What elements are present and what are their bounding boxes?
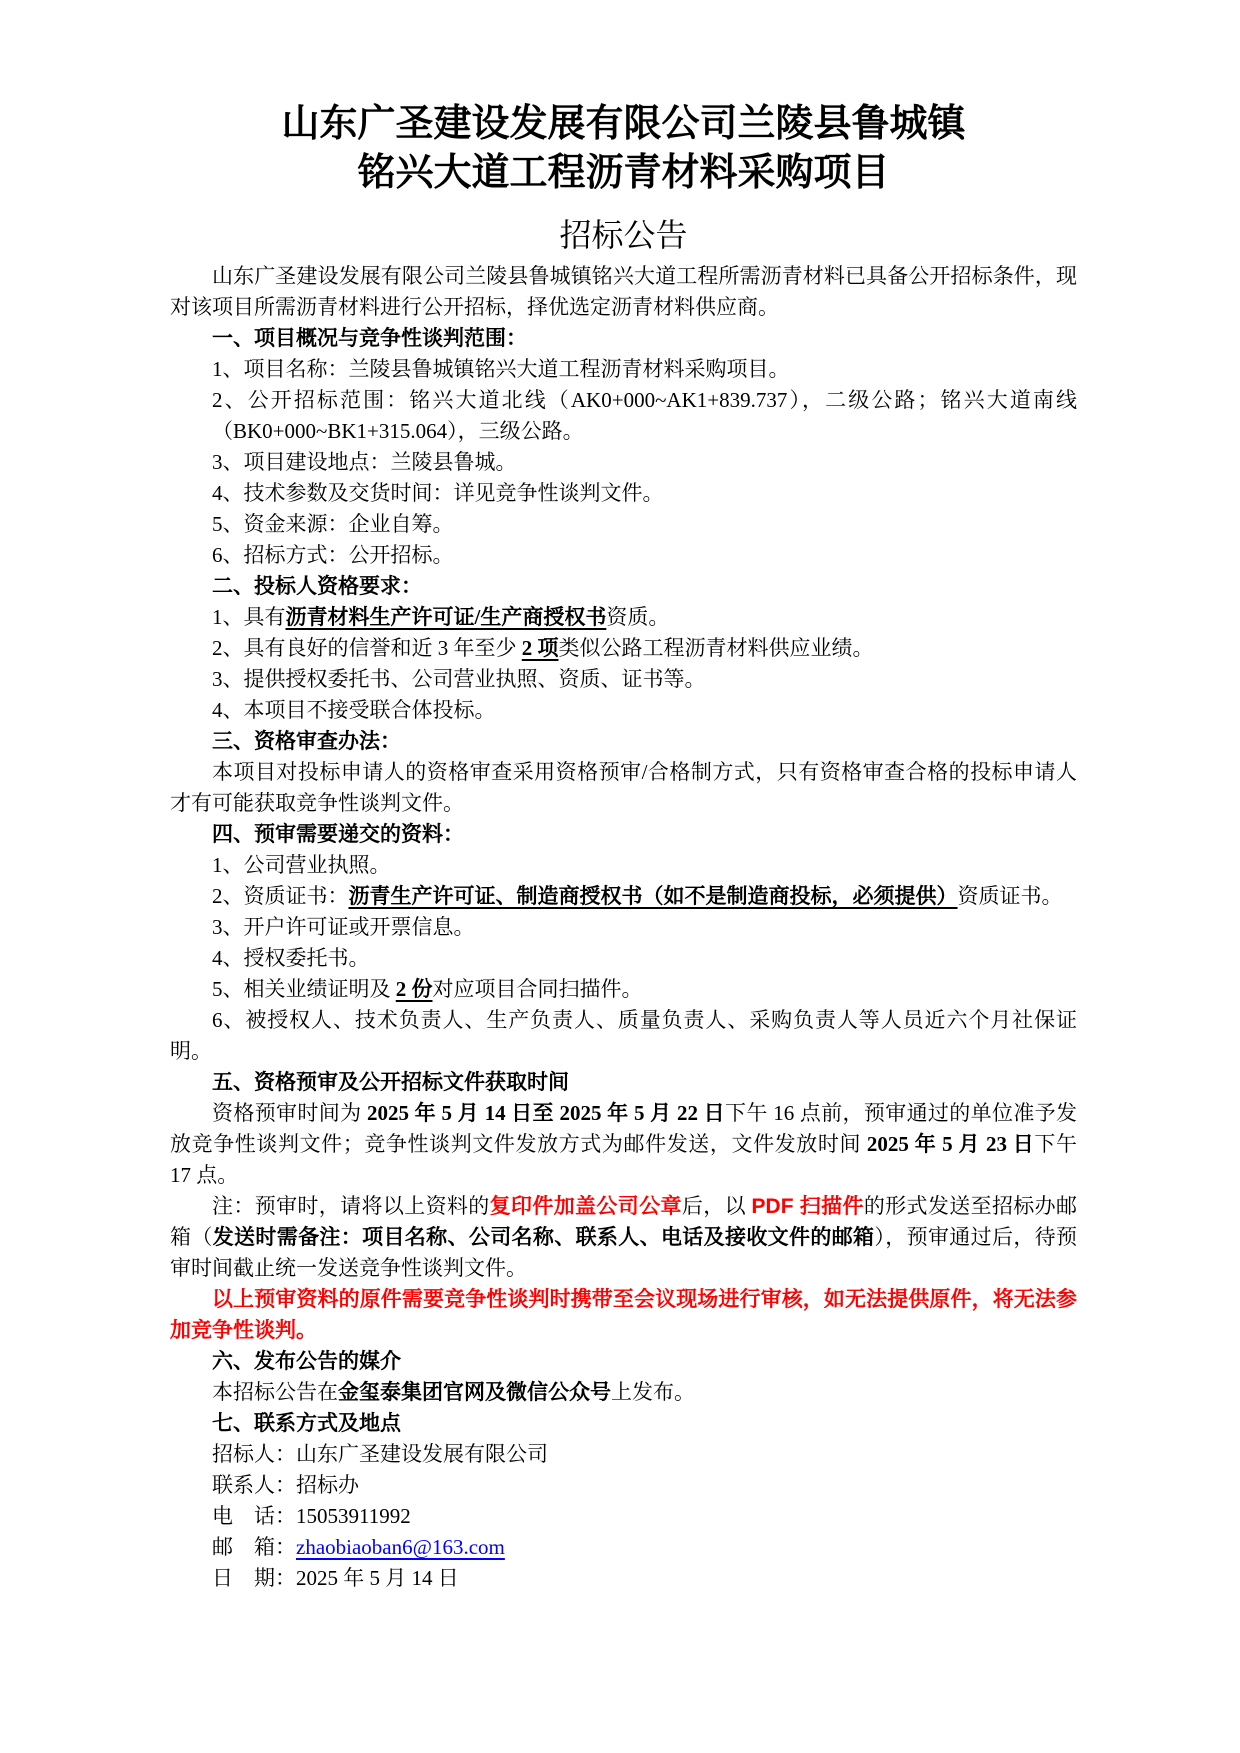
section-5-paragraph-run-2: 下午 16 点前，预审通过的单位准予发放竞争性谈判文件；竞争性谈判文件发放方式为邮件发送，文件发放时间 [170, 1101, 1078, 1156]
section-4-item-1-run-0: 1、公司营业执照。 [212, 853, 391, 877]
section-5-warning-run-0: 以上预审资料的原件需要竞争性谈判时携带至会议现场进行审核，如无法提供原件，将无法参加竞争性谈判。 [170, 1288, 1077, 1342]
email-link[interactable]: zhaobiaoban6@163.com [296, 1535, 505, 1559]
section-7-heading [170, 1408, 1077, 1439]
section-2-item-1-run-2: 资质。 [606, 605, 670, 629]
section-2-item-4 [170, 695, 1077, 726]
section-2-item-1-run-1: 沥青材料生产许可证/生产商授权书 [285, 605, 607, 629]
section-4-item-6 [170, 1005, 1077, 1067]
section-5-heading [170, 1067, 1077, 1098]
section-5-paragraph [170, 1098, 1077, 1191]
section-2-item-2-run-2: 类似公路工程沥青材料供应业绩。 [558, 636, 874, 660]
section-2-item-2-run-1: 2 项 [521, 636, 559, 660]
section-5-heading-run-0: 五、资格预审及公开招标文件获取时间 [212, 1071, 569, 1094]
section-1-heading-run-0: 一、项目概况与竞争性谈判范围： [212, 327, 527, 350]
section-5-paragraph-run-1: 2025 年 5 月 14 日至 2025 年 5 月 22 日 [367, 1101, 725, 1125]
document-body [170, 261, 1077, 1594]
contact-email [170, 1532, 1077, 1563]
section-2-item-3-run-0: 3、提供授权委托书、公司营业执照、资质、证书等。 [212, 667, 706, 691]
contact-tenderer [170, 1439, 1077, 1470]
section-3-paragraph-run-0: 本项目对投标申请人的资格审查采用资格预审/合格制方式，只有资格审查合格的投标申请人才有可能获取竞争性谈判文件。 [170, 760, 1077, 815]
section-1-item-3 [170, 447, 1077, 478]
section-5-paragraph-run-0: 资格预审时间为 [212, 1101, 368, 1125]
section-1-item-6-run-0: 6、招标方式：公开招标。 [212, 543, 454, 567]
section-5-note-run-4: 的形式发送至招标办邮箱（ [170, 1194, 1078, 1249]
section-4-item-5-run-2: 对应项目合同扫描件。 [432, 977, 643, 1001]
section-4-item-5 [170, 974, 1077, 1005]
section-6-paragraph [170, 1377, 1077, 1408]
section-5-paragraph-run-3: 2025 年 5 月 23 日 [866, 1132, 1035, 1156]
section-6-heading [170, 1346, 1077, 1377]
section-5-paragraph-run-4: 下午 17 点。 [170, 1132, 1078, 1187]
section-4-item-4 [170, 943, 1077, 974]
section-4-heading-run-0: 四、预审需要递交的资料： [212, 823, 464, 846]
section-1-item-2 [170, 385, 1077, 447]
section-3-heading [170, 726, 1077, 757]
section-1-item-2-run-0: 2、公开招标范围：铭兴大道北线（AK0+000~AK1+839.737），二级公路；铭兴大道南线（BK0+000~BK1+315.064），三级公路。 [212, 388, 1077, 443]
section-2-item-2-run-0: 2、具有良好的信誉和近 3 年至少 [212, 636, 522, 660]
section-5-warning [170, 1284, 1077, 1346]
section-6-heading-run-0: 六、发布公告的媒介 [212, 1350, 401, 1373]
section-5-note-run-6: ），预审通过后，待预审时间截止统一发送竞争性谈判文件。 [170, 1225, 1078, 1280]
section-2-item-1-run-0: 1、具有 [212, 605, 286, 629]
section-1-item-3-run-0: 3、项目建设地点：兰陵县鲁城。 [212, 450, 517, 474]
section-6-paragraph-run-2: 上发布。 [611, 1380, 695, 1404]
section-2-item-2 [170, 633, 1077, 664]
section-1-item-5-run-0: 5、资金来源：企业自筹。 [212, 512, 454, 536]
section-4-heading [170, 819, 1077, 850]
section-4-item-6-run-0: 6、被授权人、技术负责人、生产负责人、质量负责人、采购负责人等人员近六个月社保证明。 [170, 1008, 1077, 1063]
contact-person [170, 1470, 1077, 1501]
section-5-note-run-2: 后，以 [681, 1194, 752, 1218]
section-1-item-1-run-0: 1、项目名称：兰陵县鲁城镇铭兴大道工程沥青材料采购项目。 [212, 357, 790, 381]
section-2-item-3 [170, 664, 1077, 695]
contact-date [170, 1563, 1077, 1594]
section-5-note-run-1: 复印件加盖公司公章 [489, 1195, 682, 1218]
document-title-line1: 山东广圣建设发展有限公司兰陵县鲁城镇 [281, 103, 966, 145]
section-6-paragraph-run-0: 本招标公告在 [212, 1380, 338, 1404]
section-1-item-6 [170, 540, 1077, 571]
contact-date-run-0: 日 期：2025 年 5 月 14 日 [212, 1566, 459, 1590]
intro-paragraph [170, 261, 1077, 323]
section-1-item-4-run-0: 4、技术参数及交货时间：详见竞争性谈判文件。 [212, 481, 664, 505]
section-5-note-run-5: 发送时需备注：项目名称、公司名称、联系人、电话及接收文件的邮箱 [212, 1225, 875, 1249]
section-4-item-2-run-2: 资质证书。 [957, 884, 1063, 908]
section-2-item-1 [170, 602, 1077, 633]
section-4-item-3-run-0: 3、开户许可证或开票信息。 [212, 915, 475, 939]
section-1-heading [170, 323, 1077, 354]
section-6-paragraph-run-1: 金玺泰集团官网及微信公众号 [338, 1380, 611, 1404]
section-5-note [170, 1191, 1077, 1284]
section-5-note-run-0: 注：预审时，请将以上资料的 [212, 1194, 490, 1218]
section-1-item-4 [170, 478, 1077, 509]
section-4-item-2-run-0: 2、资质证书： [212, 884, 349, 908]
section-4-item-4-run-0: 4、授权委托书。 [212, 946, 370, 970]
section-2-heading-run-0: 二、投标人资格要求： [212, 575, 422, 598]
section-4-item-2-run-1: 沥青生产许可证、制造商授权书（如不是制造商投标，必须提供） [348, 884, 958, 908]
contact-email-run-0: 邮 箱： [212, 1535, 296, 1559]
document-subtitle: 招标公告 [559, 217, 688, 253]
section-4-item-5-run-0: 5、相关业绩证明及 [212, 977, 396, 1001]
section-4-item-5-run-1: 2 份 [395, 977, 433, 1001]
document-title-line2: 铭兴大道工程沥青材料采购项目 [357, 152, 890, 194]
section-4-item-3 [170, 912, 1077, 943]
section-2-item-4-run-0: 4、本项目不接受联合体投标。 [212, 698, 496, 722]
intro-paragraph-run-0: 山东广圣建设发展有限公司兰陵县鲁城镇铭兴大道工程所需沥青材料已具备公开招标条件，现对该项目所需沥青材料进行公开招标，择优选定沥青材料供应商。 [170, 264, 1077, 319]
section-3-paragraph [170, 757, 1077, 819]
section-1-item-5 [170, 509, 1077, 540]
section-5-note-run-3: PDF 扫描件 [751, 1195, 864, 1218]
contact-phone-run-0: 电 话：15053911992 [212, 1504, 411, 1528]
section-4-item-1 [170, 850, 1077, 881]
section-4-item-2 [170, 881, 1077, 912]
contact-person-run-0: 联系人：招标办 [212, 1473, 359, 1497]
section-7-heading-run-0: 七、联系方式及地点 [212, 1412, 401, 1435]
section-2-heading [170, 571, 1077, 602]
contact-phone [170, 1501, 1077, 1532]
section-1-item-1 [170, 354, 1077, 385]
section-3-heading-run-0: 三、资格审查办法： [212, 730, 401, 753]
contact-tenderer-run-0: 招标人：山东广圣建设发展有限公司 [212, 1442, 548, 1466]
